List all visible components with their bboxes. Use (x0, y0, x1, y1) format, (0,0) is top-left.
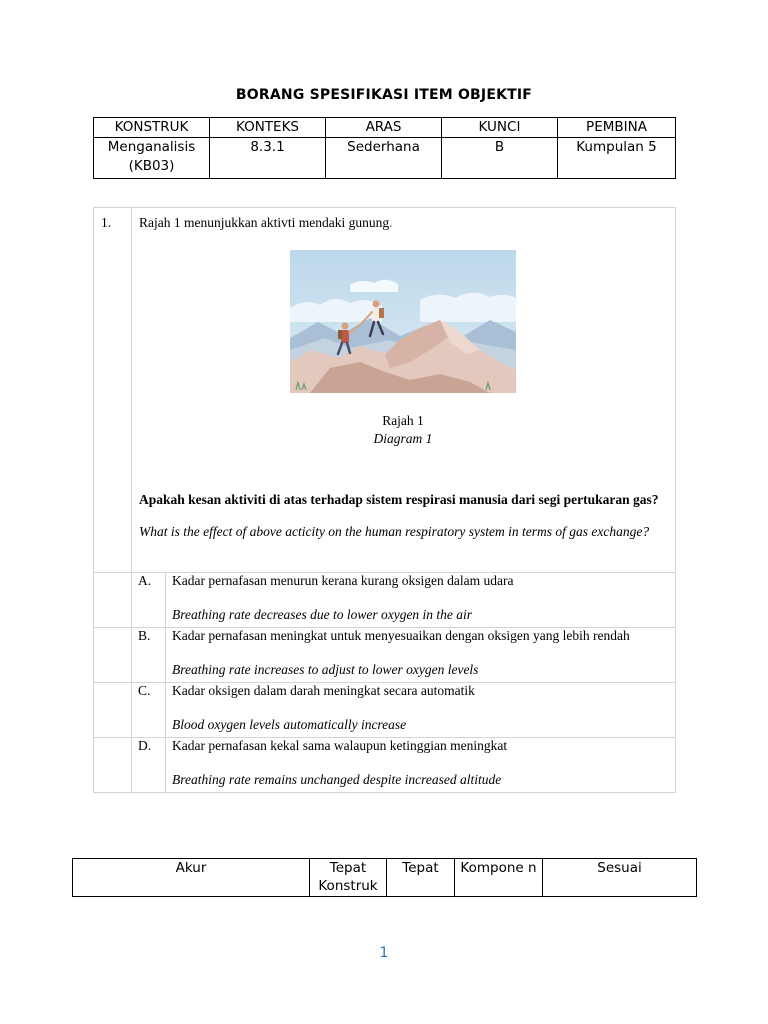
option-a-en: Breathing rate decreases due to lower oxygen in the air (172, 607, 473, 622)
option-a-ms: Kadar pernafasan menurun kerana kurang oksigen dalam udara (172, 573, 514, 588)
option-text-b (166, 628, 676, 683)
spec-header-aras: ARAS (326, 118, 442, 138)
document-title: BORANG SPESIFIKASI ITEM OBJEKTIF (235, 87, 533, 103)
option-text-c (166, 683, 676, 738)
spec-value-konstruk: Menganalisis (KB03) (94, 138, 210, 179)
option-text-a (166, 573, 676, 628)
question-stem (139, 215, 667, 231)
review-header-row (73, 859, 697, 897)
spec-header-pembina: PEMBINA (558, 118, 676, 138)
spec-header-kunci: KUNCI (442, 118, 558, 138)
spec-value-aras: Sederhana (326, 138, 442, 179)
spec-value-kunci: B (442, 138, 558, 179)
question-body (132, 208, 676, 573)
mountain-climbing-illustration (290, 250, 516, 393)
option-d-ms: Kadar pernafasan kekal sama walaupun ketinggian meningkat (172, 738, 508, 753)
page-number: 1 (379, 945, 389, 961)
option-d-en: Breathing rate remains unchanged despite increased altitude (172, 772, 502, 787)
option-letter-b: B. (132, 628, 166, 683)
option-letter-a: A. (132, 573, 166, 628)
question-prompt-ms: Apakah kesan aktiviti di atas terhadap sistem respirasi manusia dari segi pertukaran gas? (139, 492, 659, 507)
question-stem-row (94, 208, 676, 573)
review-header-komponen: Kompone n (455, 859, 543, 897)
option-c-ms: Kadar oksigen dalam darah meningkat secara automatik (172, 683, 475, 698)
option-c-en: Blood oxygen levels automatically increase (172, 717, 407, 732)
option-row-c (94, 683, 676, 738)
review-header-tepat: Tepat (387, 859, 455, 897)
question-stem-period: . (389, 215, 393, 230)
option-row-a (94, 573, 676, 628)
option-spacer (94, 683, 132, 738)
spec-table (93, 117, 676, 179)
option-letter-c: C. (132, 683, 166, 738)
spec-header-konteks: KONTEKS (210, 118, 326, 138)
spec-value-row (94, 138, 676, 179)
option-letter-d: D. (132, 738, 166, 793)
question-table (93, 207, 676, 793)
spec-header-konstruk: KONSTRUK (94, 118, 210, 138)
review-header-sesuai: Sesuai (543, 859, 697, 897)
review-header-tepat-konstruk: Tepat Konstruk (310, 859, 387, 897)
option-row-d (94, 738, 676, 793)
option-text-d (166, 738, 676, 793)
option-spacer (94, 628, 132, 683)
figure-caption-en: Diagram 1 (373, 431, 433, 446)
review-table (72, 858, 697, 897)
figure-caption-ms: Rajah 1 (382, 413, 424, 428)
spec-value-konteks: 8.3.1 (210, 138, 326, 179)
spec-value-pembina: Kumpulan 5 (558, 138, 676, 179)
review-header-akur: Akur (73, 859, 310, 897)
figure-caption (139, 412, 667, 448)
option-b-en: Breathing rate increases to adjust to lower oxygen levels (172, 662, 479, 677)
question-number: 1. (94, 208, 132, 573)
spec-header-row (94, 118, 676, 138)
option-row-b (94, 628, 676, 683)
option-spacer (94, 573, 132, 628)
question-prompt-en: What is the effect of above acticity on the human respiratory system in terms of gas exchange? (139, 524, 650, 539)
option-spacer (94, 738, 132, 793)
question-stem-text: Rajah 1 menunjukkan aktivti mendaki gunung (139, 215, 390, 230)
option-b-ms: Kadar pernafasan meningkat untuk menyesuaikan dengan oksigen yang lebih rendah (172, 628, 630, 643)
